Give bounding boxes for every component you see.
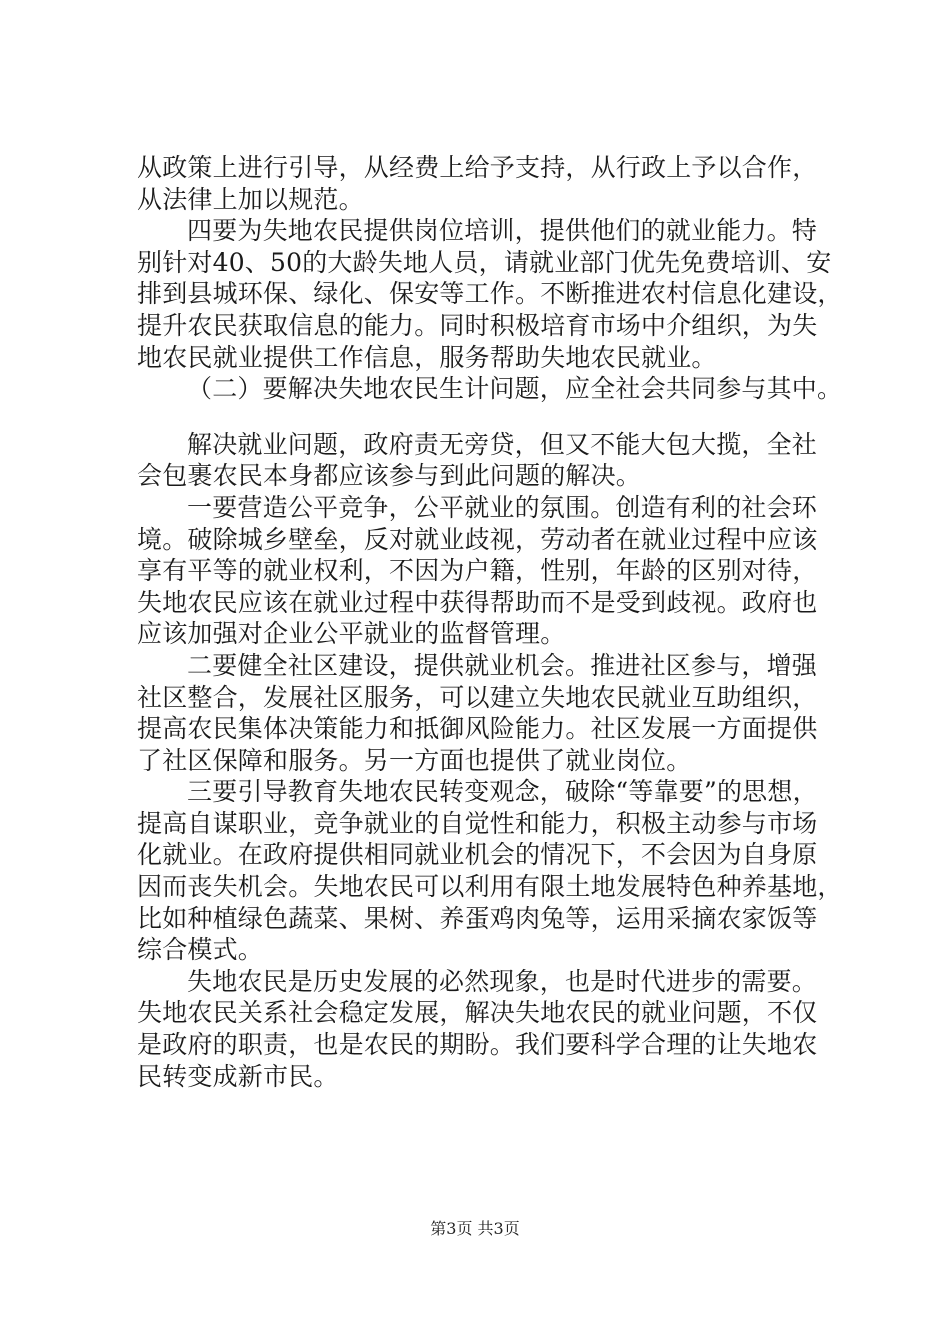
text-line: 失地农民应该在就业过程中获得帮助而不是受到歧视。政府也 xyxy=(137,587,818,617)
text-line: 失地农民是历史发展的必然现象，也是时代进步的需要。 xyxy=(187,966,818,996)
text-line: 综合模式。 xyxy=(137,935,264,965)
text-line: 化就业。在政府提供相同就业机会的情况下，不会因为自身原 xyxy=(137,840,818,870)
text-line: 一要营造公平竞争，公平就业的氛围。创造有利的社会环 xyxy=(187,492,818,522)
page-footer xyxy=(0,1216,950,1239)
text-line: 地农民就业提供工作信息，服务帮助失地农民就业。 xyxy=(137,342,717,372)
text-line: 社区整合，发展社区服务，可以建立失地农民就业互助组织， xyxy=(137,682,818,712)
text-line: 四要为失地农民提供岗位培训，提供他们的就业能力。特 xyxy=(187,216,818,246)
text-line: 提高自谋职业，竞争就业的自觉性和能力，积极主动参与市场 xyxy=(137,808,818,838)
page-number-label: 第3页 共3页 xyxy=(430,1219,520,1238)
text-line: 会包裹农民本身都应该参与到此问题的解决。 xyxy=(137,461,642,491)
text-line: 三要引导教育失地农民转变观念，破除“等靠要”的思想， xyxy=(187,777,818,807)
text-line: 二要健全社区建设，提供就业机会。推进社区参与，增强 xyxy=(187,650,818,680)
text-line: 是政府的职责，也是农民的期盼。我们要科学合理的让失地农 xyxy=(137,1030,818,1060)
text-line: 享有平等的就业权利，不因为户籍，性别，年龄的区别对待， xyxy=(137,556,818,586)
text-line: 排到县城环保、绿化、保安等工作。不断推进农村信息化建设， xyxy=(137,279,843,309)
text-line: 比如种植绿色蔬菜、果树、养蛋鸡肉兔等，运用采摘农家饭等 xyxy=(137,903,818,933)
text-line: 解决就业问题，政府责无旁贷，但又不能大包大揽，全社 xyxy=(187,429,818,459)
section-heading: （二）要解决失地农民生计问题，应全社会共同参与其中。 xyxy=(187,374,843,404)
text-line: 提高农民集体决策能力和抵御风险能力。社区发展一方面提供 xyxy=(137,714,818,744)
text-line: 了社区保障和服务。另一方面也提供了就业岗位。 xyxy=(137,745,692,775)
text-line: 从法律上加以规范。 xyxy=(137,184,364,214)
text-line: 民转变成新市民。 xyxy=(137,1061,339,1091)
text-line: 境。破除城乡壁垒，反对就业歧视，劳动者在就业过程中应该 xyxy=(137,524,818,554)
text-line: 失地农民关系社会稳定发展，解决失地农民的就业问题，不仅 xyxy=(137,998,818,1028)
document-body xyxy=(137,152,843,1092)
text-line: 从政策上进行引导，从经费上给予支持，从行政上予以合作， xyxy=(137,153,818,182)
text-line: 应该加强对企业公平就业的监督管理。 xyxy=(137,619,566,649)
section-gap xyxy=(137,405,827,429)
text-line: 因而丧失机会。失地农民可以利用有限土地发展特色种养基地， xyxy=(137,872,843,902)
text-line: 别针对40、50的大龄失地人员，请就业部门优先免费培训、安 xyxy=(137,247,832,277)
text-line: 提升农民获取信息的能力。同时积极培育市场中介组织，为失 xyxy=(137,310,818,340)
